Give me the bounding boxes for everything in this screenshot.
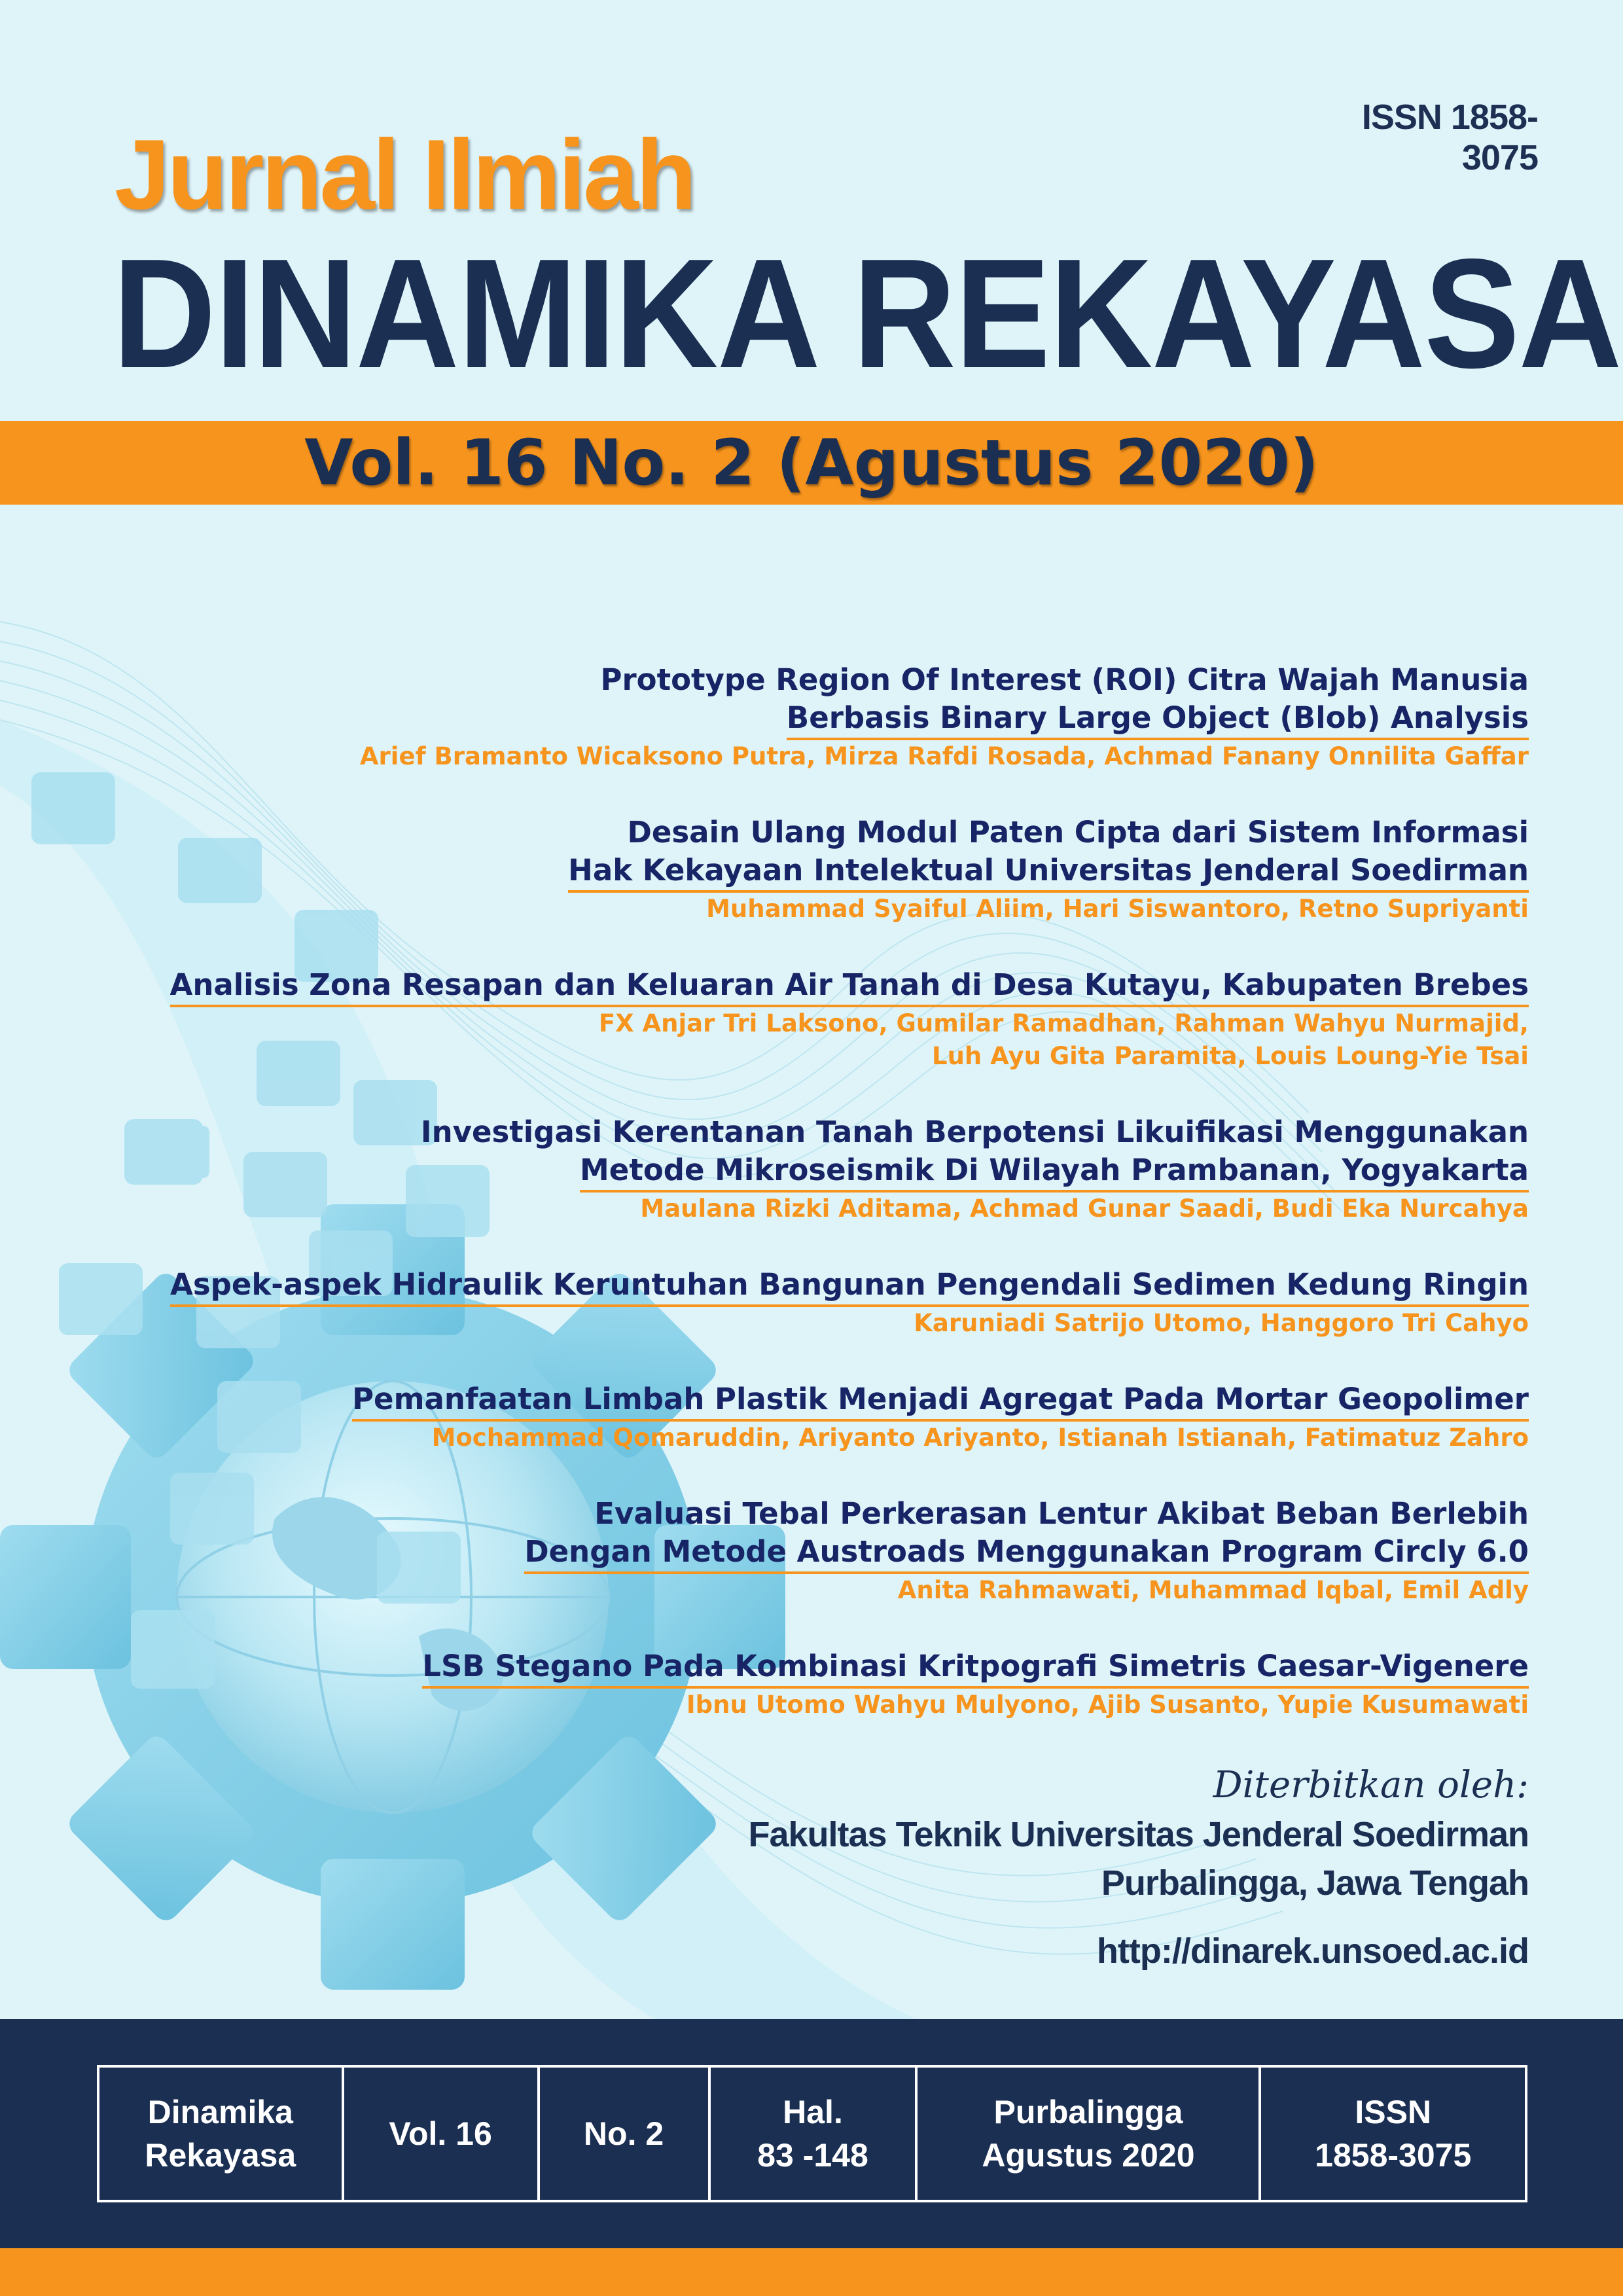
article-authors: Anita Rahmawati, Muhammad Iqbal, Emil Adly bbox=[897, 1576, 1529, 1604]
footer-volume bbox=[344, 2068, 540, 2200]
article-title bbox=[50, 966, 1529, 1007]
article-authors: Luh Ayu Gita Paramita, Louis Loung-Yie Tsai bbox=[932, 1042, 1529, 1070]
journal-title: DINAMIKA REKAYASA bbox=[113, 227, 1621, 401]
footer-pages bbox=[711, 2068, 918, 2200]
footer-place-date bbox=[918, 2068, 1261, 2200]
article-entry bbox=[50, 661, 1529, 773]
volume-issue: Vol. 16 No. 2 (Agustus 2020) bbox=[304, 426, 1319, 499]
publisher-faculty: Fakultas Teknik Universitas Jenderal Soedirman bbox=[748, 1815, 1529, 1854]
article-title-line: Evaluasi Tebal Perkerasan Lentur Akibat Beban Berlebih bbox=[594, 1496, 1529, 1531]
article-authors: Muhammad Syaiful Aliim, Hari Siswantoro, Retno Supriyanti bbox=[706, 895, 1529, 923]
footer-issn-line: 1858-3075 bbox=[1315, 2137, 1472, 2174]
article-title bbox=[50, 1380, 1529, 1422]
footer-place-date-line: Purbalingga bbox=[993, 2094, 1183, 2130]
article-list bbox=[50, 661, 1529, 1762]
footer-volume-line: Vol. 16 bbox=[389, 2115, 492, 2152]
article-authors: Maulana Rizki Aditama, Achmad Gunar Saadi, Budi Eka Nurcahya bbox=[640, 1194, 1529, 1223]
article-title bbox=[50, 814, 1529, 893]
article-authors: Ibnu Utomo Wahyu Mulyono, Ajib Susanto, Yupie Kusumawati bbox=[686, 1691, 1529, 1719]
article-title-line: Analisis Zona Resapan dan Keluaran Air Tanah di Desa Kutayu, Kabupaten Brebes bbox=[170, 966, 1529, 1007]
article-title-line: Aspek-aspek Hidraulik Keruntuhan Bangunan Pengendali Sedimen Kedung Ringin bbox=[170, 1266, 1529, 1307]
article-authors: FX Anjar Tri Laksono, Gumilar Ramadhan, Rahman Wahyu Nurmajid, bbox=[598, 1009, 1529, 1037]
footer-number-line: No. 2 bbox=[583, 2115, 664, 2152]
footer-journal-name-line: Dinamika bbox=[147, 2094, 293, 2130]
issn-header: ISSN 1858-3075 bbox=[1361, 98, 1538, 177]
footer-number bbox=[540, 2068, 711, 2200]
article-entry bbox=[50, 966, 1529, 1073]
article-entry bbox=[50, 1266, 1529, 1340]
footer-pages-line: Hal. bbox=[783, 2094, 843, 2130]
article-title-line: Hak Kekayaan Intelektual Universitas Jenderal Soedirman bbox=[568, 852, 1529, 893]
article-title-line: Dengan Metode Austroads Menggunakan Program Circly 6.0 bbox=[524, 1533, 1529, 1574]
footer-issn bbox=[1261, 2068, 1525, 2200]
footer-issn-line: ISSN bbox=[1355, 2094, 1432, 2130]
article-authors: Arief Bramanto Wicaksono Putra, Mirza Rafdi Rosada, Achmad Fanany Onnilita Gaffar bbox=[359, 742, 1529, 770]
article-entry bbox=[50, 1113, 1529, 1225]
publisher-location: Purbalingga, Jawa Tengah bbox=[1101, 1863, 1529, 1903]
article-title-line: Desain Ulang Modul Paten Cipta dari Sistem Informasi bbox=[627, 815, 1529, 850]
article-authors: Karuniadi Satrijo Utomo, Hanggoro Tri Cahyo bbox=[914, 1309, 1529, 1337]
article-authors: Mochammad Qomaruddin, Ariyanto Ariyanto, Istianah Istianah, Fatimatuz Zahro bbox=[431, 1424, 1529, 1452]
article-title bbox=[50, 1495, 1529, 1574]
article-title bbox=[50, 1266, 1529, 1307]
footer-journal-name-line: Rekayasa bbox=[145, 2137, 296, 2174]
footer-pages-line: 83 -148 bbox=[757, 2137, 868, 2174]
publisher-block bbox=[613, 1761, 1529, 1971]
article-title-line: Investigasi Kerentanan Tanah Berpotensi Likuifikasi Menggunakan bbox=[420, 1115, 1529, 1149]
article-title-line: Metode Mikroseismik Di Wilayah Prambanan, Yogyakarta bbox=[580, 1151, 1529, 1193]
footer-info-table bbox=[97, 2065, 1527, 2202]
journal-label: Jurnal Ilmiah bbox=[115, 119, 694, 230]
article-title-line: LSB Stegano Pada Kombinasi Kritpografi Simetris Caesar-Vigenere bbox=[422, 1647, 1529, 1689]
article-entry bbox=[50, 1380, 1529, 1454]
article-title-line: Berbasis Binary Large Object (Blob) Analysis bbox=[787, 699, 1529, 740]
article-entry bbox=[50, 1495, 1529, 1607]
publisher-lead: Diterbitkan oleh: bbox=[1213, 1764, 1529, 1806]
footer-orange-strip bbox=[0, 2248, 1623, 2296]
journal-url[interactable]: http://dinarek.unsoed.ac.id bbox=[1096, 1931, 1529, 1971]
article-entry bbox=[50, 814, 1529, 925]
article-title-line: Pemanfaatan Limbah Plastik Menjadi Agregat Pada Mortar Geopolimer bbox=[352, 1380, 1529, 1422]
footer-journal-name bbox=[99, 2068, 344, 2200]
article-title bbox=[50, 1113, 1529, 1193]
article-title-line: Prototype Region Of Interest (ROI) Citra Wajah Manusia bbox=[600, 662, 1529, 697]
footer-place-date-line: Agustus 2020 bbox=[982, 2137, 1195, 2174]
article-title bbox=[50, 1647, 1529, 1689]
article-title bbox=[50, 661, 1529, 740]
article-entry bbox=[50, 1647, 1529, 1721]
